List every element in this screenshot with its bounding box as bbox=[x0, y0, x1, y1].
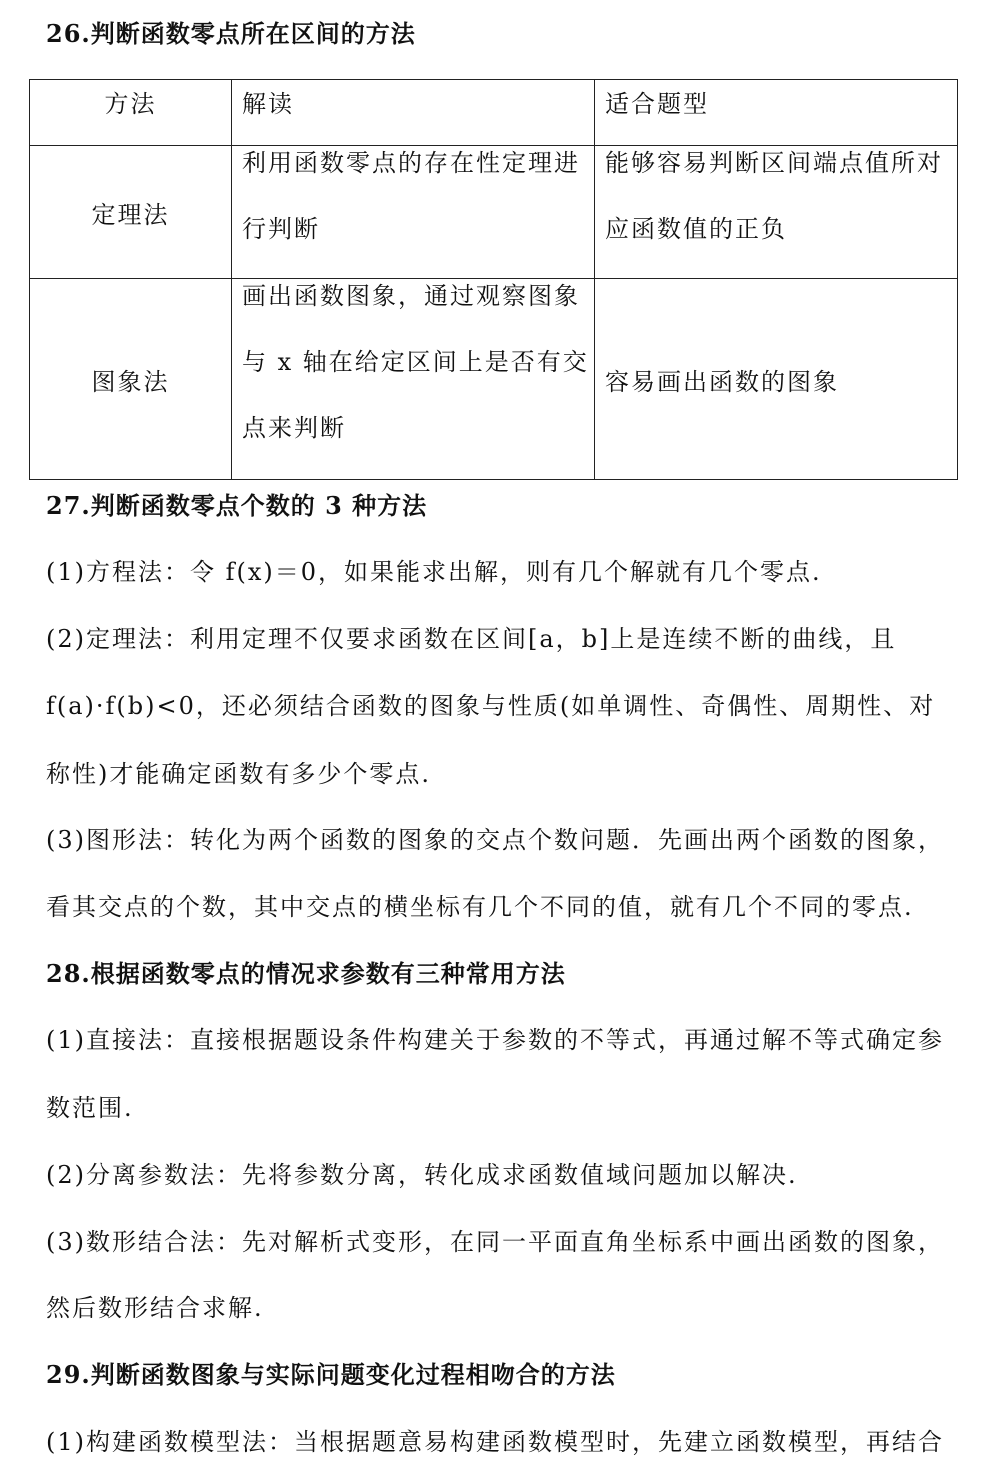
method-cell: 图象法 bbox=[30, 279, 232, 480]
paragraph-line: (3)数形结合法：先对解析式变形，在同一平面直角坐标系中画出函数的图象， bbox=[46, 1228, 944, 1256]
interpretation-cell: 画出函数图象，通过观察图象 与 x 轴在给定区间上是否有交 点来判断 bbox=[232, 279, 595, 480]
header-method: 方法 bbox=[30, 80, 232, 146]
interpretation-cell: 利用函数零点的存在性定理进 行判断 bbox=[232, 146, 595, 279]
paragraph-line: 称性)才能确定函数有多少个零点. bbox=[46, 760, 431, 788]
table-row bbox=[30, 146, 958, 279]
section-28-title: 28.根据函数零点的情况求参数有三种常用方法 bbox=[46, 959, 566, 988]
paragraph-line: (1)方程法：令 f(x)＝0，如果能求出解，则有几个解就有几个零点. bbox=[46, 558, 822, 586]
header-interpretation: 解读 bbox=[232, 80, 595, 146]
header-suitable: 适合题型 bbox=[595, 80, 958, 146]
paragraph-line: (2)定理法：利用定理不仅要求函数在区间[a，b]上是连续不断的曲线，且 bbox=[46, 625, 897, 653]
suitable-cell: 容易画出函数的图象 bbox=[595, 279, 958, 480]
paragraph-line: (3)图形法：转化为两个函数的图象的交点个数问题．先画出两个函数的图象， bbox=[46, 826, 944, 854]
table-row bbox=[30, 279, 958, 480]
paragraph-line: (1)直接法：直接根据题设条件构建关于参数的不等式，再通过解不等式确定参 bbox=[46, 1026, 944, 1054]
section-26-title: 26.判断函数零点所在区间的方法 bbox=[46, 19, 416, 48]
section-29-title: 29.判断函数图象与实际问题变化过程相吻合的方法 bbox=[46, 1360, 616, 1389]
paragraph-line: 数范围. bbox=[46, 1094, 134, 1122]
paragraph-line: f(a)·f(b)<0，还必须结合函数的图象与性质(如单调性、奇偶性、周期性、对 bbox=[46, 692, 936, 720]
section-27-title: 27.判断函数零点个数的 3 种方法 bbox=[46, 491, 428, 520]
paragraph-line: (2)分离参数法：先将参数分离，转化成求函数值域问题加以解决. bbox=[46, 1161, 798, 1189]
paragraph-line: 然后数形结合求解. bbox=[46, 1294, 264, 1322]
paragraph-line: (1)构建函数模型法：当根据题意易构建函数模型时，先建立函数模型，再结合 bbox=[46, 1428, 944, 1456]
suitable-cell: 能够容易判断区间端点值所对 应函数值的正负 bbox=[595, 146, 958, 279]
methods-table bbox=[29, 79, 958, 480]
paragraph-line: 看其交点的个数，其中交点的横坐标有几个不同的值，就有几个不同的零点. bbox=[46, 893, 914, 921]
method-cell: 定理法 bbox=[30, 146, 232, 279]
